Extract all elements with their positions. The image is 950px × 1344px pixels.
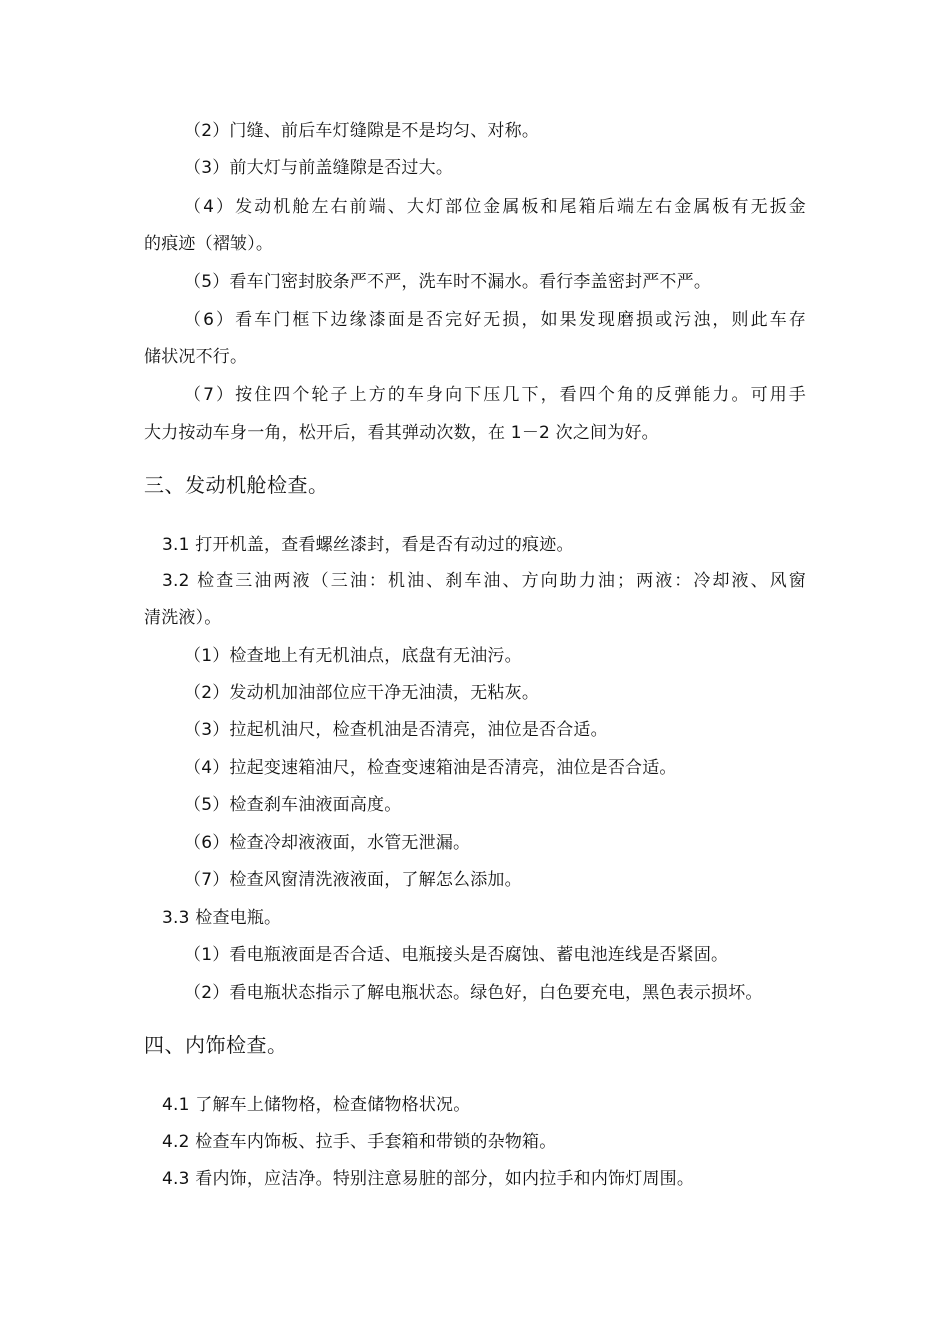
subsection-3-2: 3.2 检查三油两液（三油：机油、刹车油、方向助力油；两液：冷却液、风窗 [162,571,806,591]
list-item-battery-indicator: （2）看电瓶状态指示了解电瓶状态。绿色好，白色要充电，黑色表示损坏。 [184,983,763,1003]
subsection-3-2-cont: 清洗液）。 [144,608,222,628]
list-item-washer-fluid: （7）检查风窗清洗液液面，了解怎么添加。 [184,870,522,890]
list-item-door-gaps: （2）门缝、前后车灯缝隙是不是均匀、对称。 [184,121,540,141]
subsection-3-1: 3.1 打开机盖，查看螺丝漆封，看是否有动过的痕迹。 [162,535,574,555]
list-item-brake-fluid: （5）检查刹车油液面高度。 [184,795,402,815]
list-item-battery-level: （1）看电瓶液面是否合适、电瓶接头是否腐蚀、蓄电池连线是否紧固。 [184,945,729,965]
list-item-coolant: （6）检查冷却液液面，水管无泄漏。 [184,833,471,853]
list-item-engine-oil: （3）拉起机油尺，检查机油是否清亮，油位是否合适。 [184,720,608,740]
list-item-door-seals: （5）看车门密封胶条严不严，洗车时不漏水。看行李盖密封严不严。 [184,272,712,292]
subsection-4-2: 4.2 检查车内饰板、拉手、手套箱和带锁的杂物箱。 [162,1132,557,1152]
section-heading-engine-bay: 三、发动机舱检查。 [144,473,329,497]
list-item-oil-spots: （1）检查地上有无机油点，底盘有无油污。 [184,646,522,666]
section-heading-interior: 四、内饰检查。 [144,1033,288,1057]
list-item-transmission-oil: （4）拉起变速箱油尺，检查变速箱油是否清亮，油位是否合适。 [184,758,677,778]
list-item-panel-repair: （4）发动机舱左右前端、大灯部位金属板和尾箱后端左右金属板有无扳金 [184,197,806,217]
subsection-4-3: 4.3 看内饰，应洁净。特别注意易脏的部分，如内拉手和内饰灯周围。 [162,1169,695,1189]
list-item-suspension: （7）按住四个轮子上方的车身向下压几下，看四个角的反弹能力。可用手 [184,385,806,405]
list-item-panel-repair-cont: 的痕迹（褶皱）。 [144,234,274,254]
list-item-filler-clean: （2）发动机加油部位应干净无油渍，无粘灰。 [184,683,540,703]
subsection-4-1: 4.1 了解车上储物格，检查储物格状况。 [162,1095,471,1115]
subsection-3-3: 3.3 检查电瓶。 [162,908,282,928]
list-item-suspension-cont: 大力按动车身一角，松开后，看其弹动次数，在 1－2 次之间为好。 [144,423,659,443]
list-item-headlight-gap: （3）前大灯与前盖缝隙是否过大。 [184,158,454,178]
list-item-door-frame-cont: 储状况不行。 [144,347,248,367]
list-item-door-frame: （6）看车门框下边缘漆面是否完好无损，如果发现磨损或污浊，则此车存 [184,310,806,330]
